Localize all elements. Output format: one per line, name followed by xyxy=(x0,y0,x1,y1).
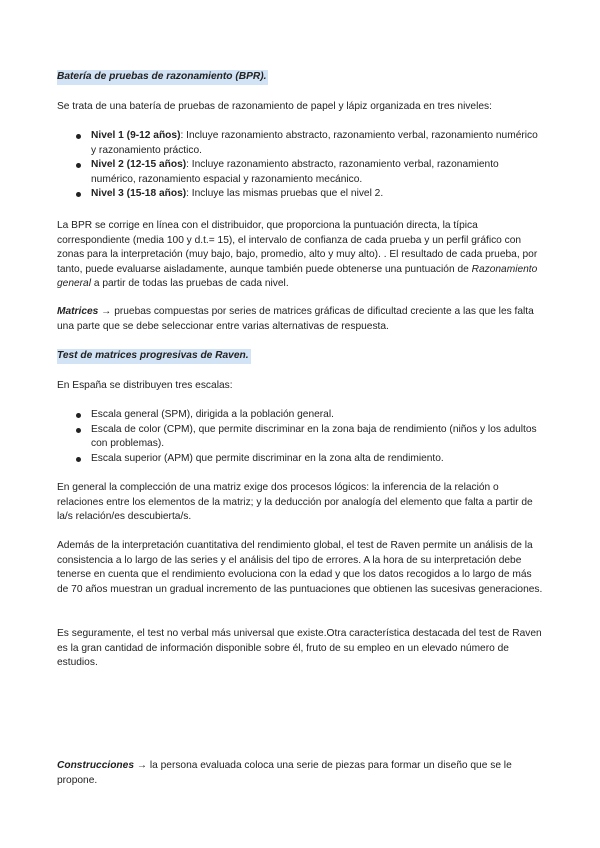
level-label: Nivel 1 (9-12 años) xyxy=(91,130,181,141)
bpr-heading-line xyxy=(57,70,545,85)
correction-text-1: La BPR se corrige en línea con el distribuidor, que proporciona la puntuación directa, la típica correspondiente (media 100 y d.t.= 15), el intervalo de confianza de cada prueba y un perfil gráfico con zonas para la interpretación (muy bajo, bajo, promedio, alto y muy alto). . El resultado de cada prueba, por tanto, puede evaluarse aisladamente, aunque también puede obtenerse una puntuación de xyxy=(57,220,538,275)
level-label: Nivel 2 (12-15 años) xyxy=(91,159,187,171)
bpr-intro: Se trata de una batería de pruebas de razonamiento de papel y lápiz organizada en tres niveles: xyxy=(57,101,492,112)
level-label: Nivel 3 (15-18 años) xyxy=(91,188,187,200)
construcciones-term: Construcciones xyxy=(57,760,134,771)
matrices-term: Matrices xyxy=(57,306,99,317)
list-item: Escala general (SPM), dirigida a la población general. xyxy=(57,408,545,423)
bpr-levels-list xyxy=(57,129,545,202)
construcciones-text: → la persona evaluada coloca una serie de piezas para formar un diseño que se le propone. xyxy=(57,760,512,786)
correction-italic-term: Razonamiento general xyxy=(57,263,538,290)
level-text: : Incluye razonamiento abstracto, razonamiento verbal, razonamiento numérico y razonamiento práctico. xyxy=(91,130,538,156)
raven-paragraph-2: Además de la interpretación cuantitativa del rendimiento global, el test de Raven permite un análisis de la consistencia a lo largo de las series y el análisis del tipo de errores. A la hora de su interpretación debe tenerse en cuenta que el rendimiento evoluciona con la edad y que los datos recogidos a lo largo de más de 70 años muestran un gradual incremento de las puntuaciones que obtienen las sucesivas generaciones. xyxy=(57,540,543,595)
bpr-heading: Batería de pruebas de razonamiento (BPR). xyxy=(57,70,268,85)
raven-scales-list xyxy=(57,408,545,466)
bpr-correction-paragraph xyxy=(57,219,545,292)
matrices-paragraph xyxy=(57,305,545,334)
raven-heading: Test de matrices progresivas de Raven. xyxy=(57,349,251,364)
level-text: : Incluye razonamiento abstracto, razonamiento verbal, razonamiento numérico, razonamiento espacial y razonamiento mecánico. xyxy=(91,159,499,185)
correction-text-2: a partir de todas las pruebas de cada nivel. xyxy=(91,278,289,290)
construcciones-paragraph xyxy=(57,759,545,788)
list-item xyxy=(57,158,545,187)
list-item xyxy=(57,187,545,202)
raven-paragraph-1: En general la complección de una matriz exige dos procesos lógicos: la inferencia de la relación o relaciones entre los elementos de la matriz; y la deducción por analogía del elemento que falta a partir de la/s relación/es descubierta/s. xyxy=(57,482,533,523)
raven-heading-line xyxy=(57,349,545,364)
list-item: Escala superior (APM) que permite discriminar en la zona alta de rendimiento. xyxy=(57,452,545,467)
raven-intro: En España se distribuyen tres escalas: xyxy=(57,380,233,391)
list-item: Escala de color (CPM), que permite discriminar en la zona baja de rendimiento (niños y los adultos con problemas). xyxy=(57,423,545,452)
matrices-text: → pruebas compuestas por series de matrices gráficas de dificultad creciente a las que les falta una parte que se debe seleccionar entre varias alternativas de respuesta. xyxy=(57,306,534,332)
raven-paragraph-3: Es seguramente, el test no verbal más universal que existe.Otra característica destacada del test de Raven es la gran cantidad de información disponible sobre él, fruto de su empleo en un elevado número de estudios. xyxy=(57,628,542,669)
level-text: : Incluye las mismas pruebas que el nivel 2. xyxy=(186,188,384,200)
list-item xyxy=(57,129,545,158)
